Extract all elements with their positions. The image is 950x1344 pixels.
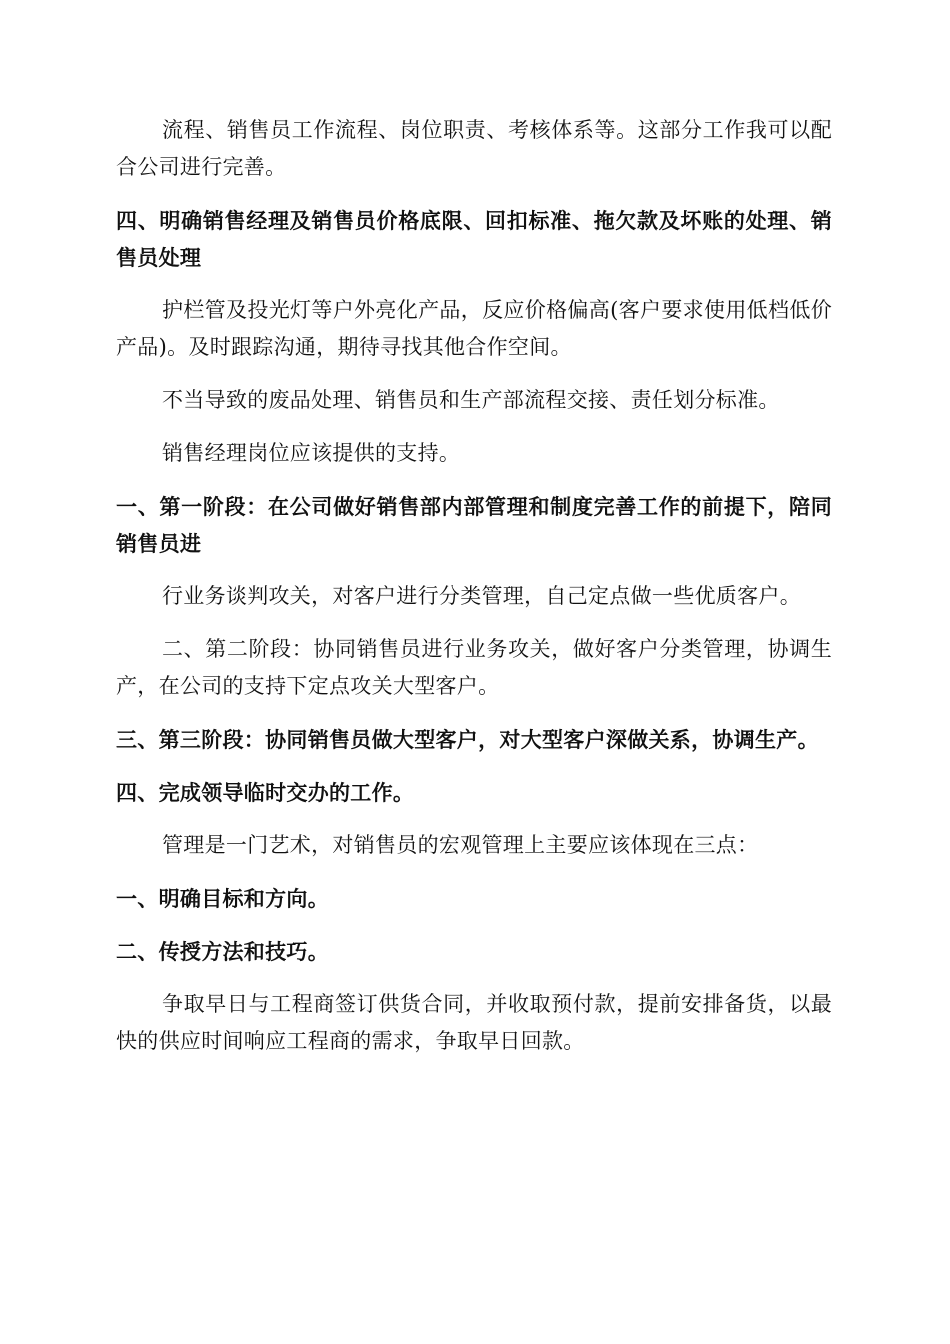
document-body: [116, 112, 832, 1060]
paragraph-2: 护栏管及投光灯等户外亮化产品，反应价格偏高(客户要求使用低档低价产品)。及时跟踪沟通，期待寻找其他合作空间。: [116, 298, 832, 359]
paragraph-6: 管理是一门艺术，对销售员的宏观管理上主要应该体现在三点：: [162, 833, 759, 857]
paragraph-4: 销售经理岗位应该提供的支持。: [162, 441, 461, 465]
paragraph-5: 行业务谈判攻关，对客户进行分类管理，自己定点做一些优质客户。: [162, 584, 801, 608]
heading-goals: 一、明确目标和方向。: [116, 886, 329, 911]
heading-stage-one: 一、第一阶段：在公司做好销售部内部管理和制度完善工作的前提下，陪同销售员进: [116, 494, 832, 556]
heading-stage-three: 三、第三阶段：协同销售员做大型客户，对大型客户深做关系，协调生产。: [116, 727, 819, 752]
paragraph-7: 争取早日与工程商签订供货合同，并收取预付款，提前安排备货，以最快的供应时间响应工程商的需求，争取早日回款。: [116, 992, 832, 1053]
paragraph-stage-two: 二、第二阶段：协同销售员进行业务攻关，做好客户分类管理，协调生产，在公司的支持下定点攻关大型客户。: [116, 637, 832, 698]
paragraph-3: 不当导致的废品处理、销售员和生产部流程交接、责任划分标准。: [162, 388, 780, 412]
heading-methods: 二、传授方法和技巧。: [116, 939, 329, 964]
heading-complete-tasks: 四、完成领导临时交办的工作。: [116, 780, 415, 805]
heading-price-limits: 四、明确销售经理及销售员价格底限、回扣标准、拖欠款及坏账的处理、销售员处理: [116, 208, 832, 270]
paragraph-1: 流程、销售员工作流程、岗位职责、考核体系等。这部分工作我可以配合公司进行完善。: [116, 118, 832, 179]
